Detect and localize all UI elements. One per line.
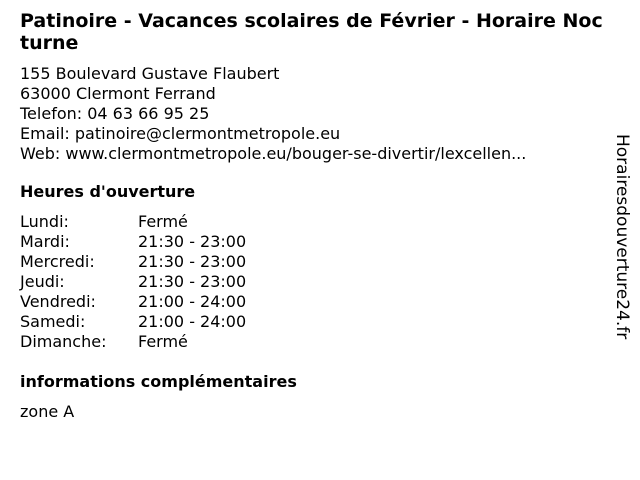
email-address: Email: patinoire@clermontmetropole.eu xyxy=(20,124,341,143)
day-label: Mercredi: xyxy=(20,252,95,271)
page-title: Patinoire - Vacances scolaires de Février - Horaire Nocturne xyxy=(20,10,603,54)
street-address: 155 Boulevard Gustave Flaubert xyxy=(20,64,280,83)
day-label: Lundi: xyxy=(20,212,69,231)
hours-row-wednesday xyxy=(20,252,610,272)
business-card xyxy=(20,10,610,422)
hours-value: 21:00 - 24:00 xyxy=(138,292,247,311)
address-block xyxy=(20,64,610,164)
hours-value: 21:30 - 23:00 xyxy=(138,232,247,251)
hours-row-sunday xyxy=(20,332,610,352)
site-watermark: Horairesdouverture24.fr xyxy=(612,134,632,340)
phone-number: Telefon: 04 63 66 95 25 xyxy=(20,104,210,123)
website-link[interactable]: Web: www.clermontmetropole.eu/bouger-se-divertir/lexcellen... xyxy=(20,144,527,163)
hours-row-friday xyxy=(20,292,610,312)
hours-heading: Heures d'ouverture xyxy=(20,182,196,201)
day-label: Jeudi: xyxy=(20,272,65,291)
hours-value: Fermé xyxy=(138,212,188,231)
opening-hours-list xyxy=(20,212,610,352)
hours-row-monday xyxy=(20,212,610,232)
city-address: 63000 Clermont Ferrand xyxy=(20,84,216,103)
day-label: Samedi: xyxy=(20,312,86,331)
hours-row-thursday xyxy=(20,272,610,292)
hours-value: 21:00 - 24:00 xyxy=(138,312,247,331)
hours-value: 21:30 - 23:00 xyxy=(138,272,247,291)
hours-row-tuesday xyxy=(20,232,610,252)
day-label: Vendredi: xyxy=(20,292,96,311)
hours-value: 21:30 - 23:00 xyxy=(138,252,247,271)
day-label: Dimanche: xyxy=(20,332,107,351)
additional-info-heading: informations complémentaires xyxy=(20,372,297,391)
hours-value: Fermé xyxy=(138,332,188,351)
day-label: Mardi: xyxy=(20,232,70,251)
hours-row-saturday xyxy=(20,312,610,332)
additional-info-text: zone A xyxy=(20,402,75,421)
